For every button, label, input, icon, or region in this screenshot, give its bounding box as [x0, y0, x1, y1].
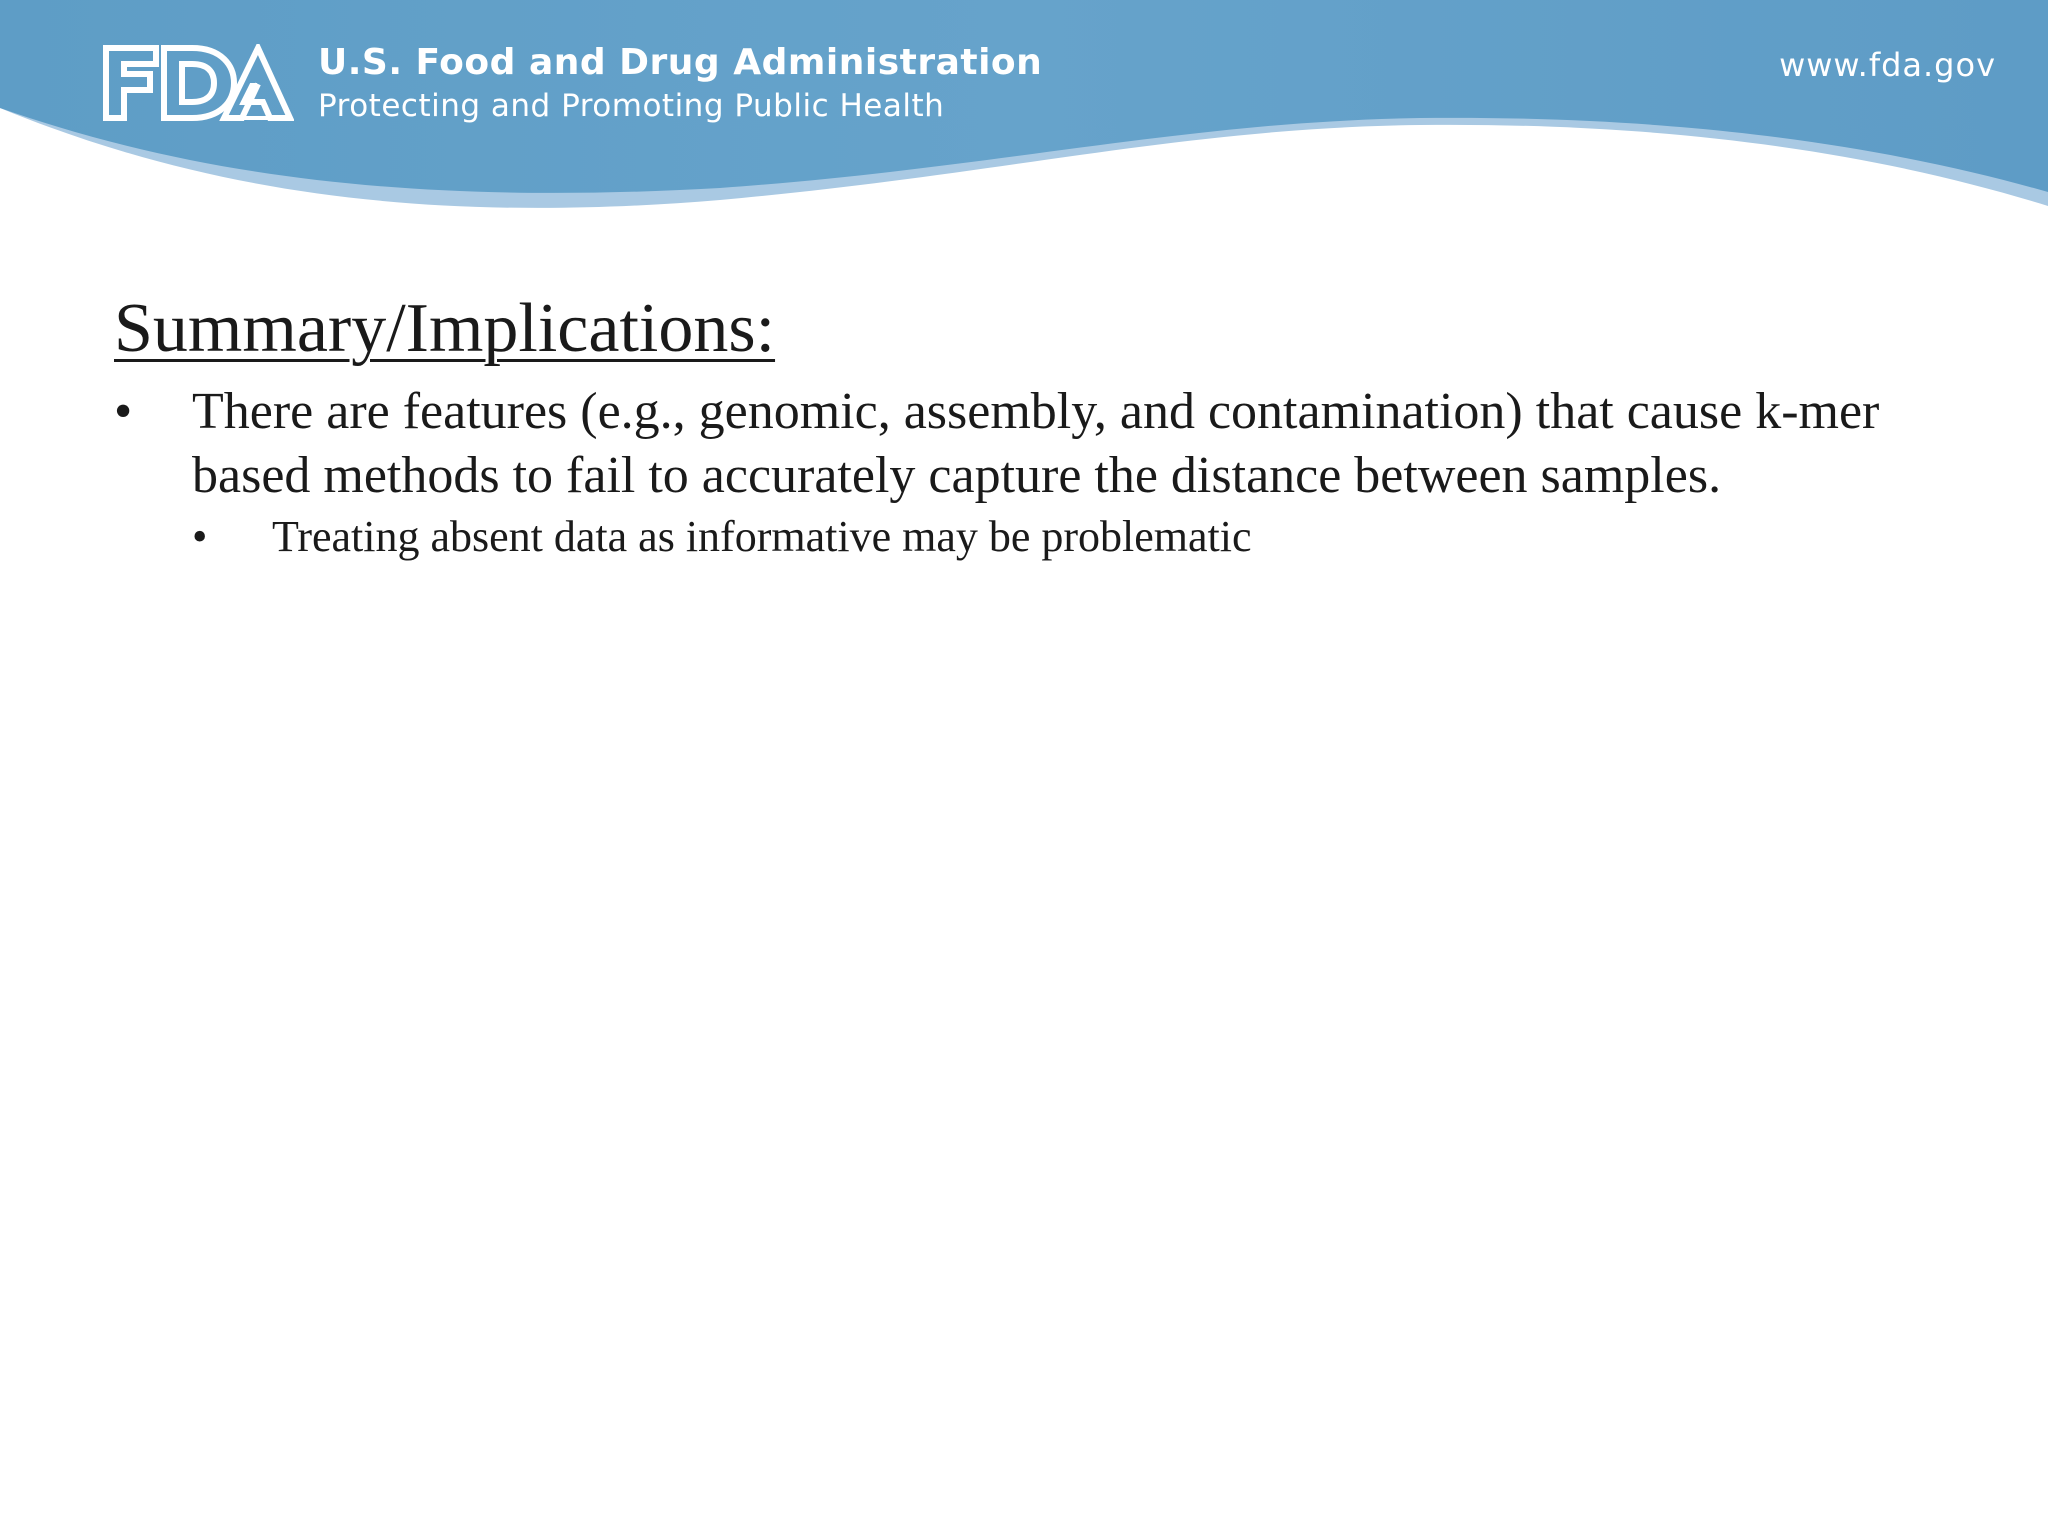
bullet-text: There are features (e.g., genomic, assembly, and contamination) that cause k-mer based methods to fail to accurately capture the distance between samples.: [192, 383, 1880, 504]
site-url: www.fda.gov: [1779, 46, 1996, 84]
agency-tagline: Protecting and Promoting Public Health: [318, 88, 945, 124]
slide-title: Summary/Implications:: [114, 290, 776, 367]
sub-bullet-list: [192, 508, 1954, 566]
bullet-list: [114, 380, 1954, 566]
sub-bullet-text: Treating absent data as informative may be problematic: [272, 512, 1252, 561]
bullet-item: [114, 380, 1954, 566]
fda-logo-icon: [102, 44, 294, 122]
header-wave-graphic: [0, 0, 2048, 230]
bullet-marker: •: [114, 383, 133, 440]
sub-bullet-marker: •: [192, 512, 208, 561]
slide-header-banner: [0, 0, 2048, 230]
agency-name: U.S. Food and Drug Administration: [318, 42, 1043, 83]
sub-bullet-item: [192, 508, 1954, 566]
slide-body: [114, 288, 1954, 566]
